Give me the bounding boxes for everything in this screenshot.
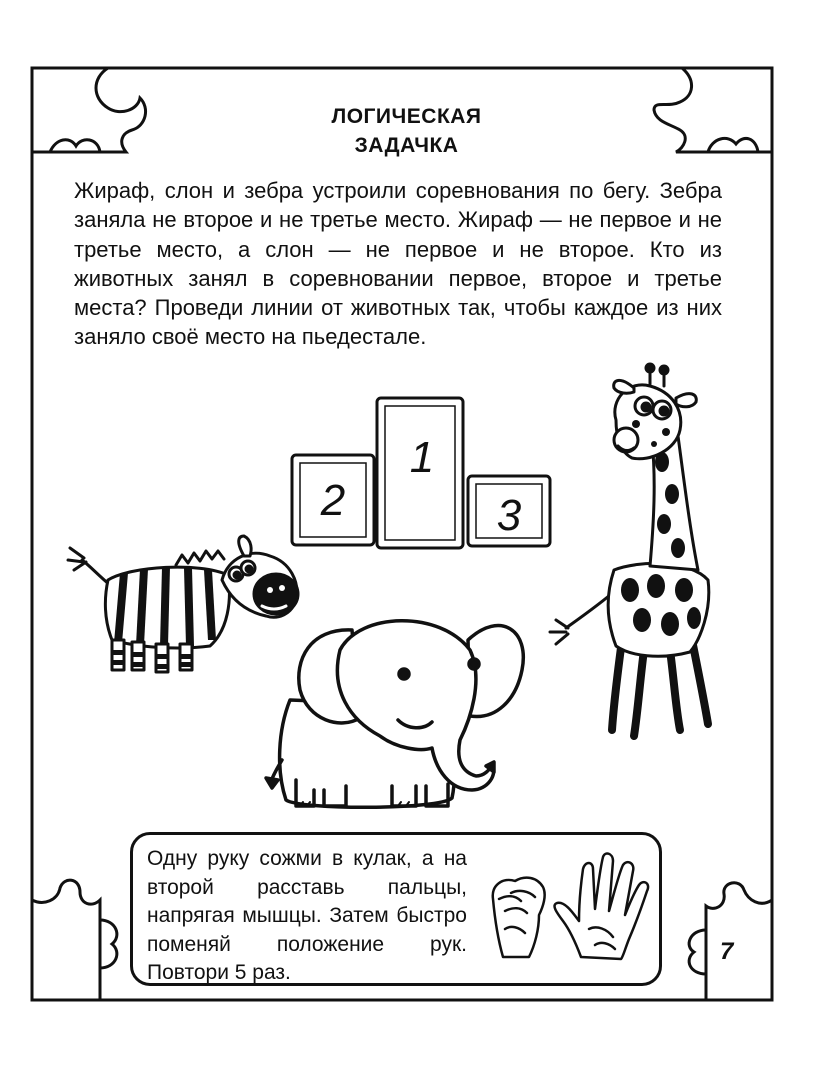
- exercise-tip-box: [130, 832, 662, 986]
- hands-illustration: [485, 849, 655, 969]
- title-line-1: ЛОГИЧЕСКАЯ: [331, 105, 482, 128]
- podium-label-first: 1: [409, 433, 435, 482]
- open-hand-icon: [555, 854, 649, 959]
- exercise-tip-text: Одну руку сожми в кулак, а на второй расставь пальцы, напрягая мышцы. Затем быстро поменяй положение рук. Повтори 5 раз.: [147, 847, 467, 984]
- page-number: 7: [720, 938, 734, 965]
- task-text: Жираф, слон и зебра устроили соревнования по бегу. Зебра заняла не второе и не третье место. Жираф — не первое и не третье место, а слон — не первое и не второе. Кто из животных занял в соревновании первое, второе и третье места? Проведи линии от животных так, чтобы каждое из них заняло своё место на пьедестале.: [74, 178, 722, 350]
- podium-label-second: 2: [320, 476, 346, 525]
- title-line-2: ЗАДАЧКА: [354, 134, 459, 157]
- podium-label-third: 3: [496, 491, 522, 540]
- fist-icon: [493, 878, 545, 957]
